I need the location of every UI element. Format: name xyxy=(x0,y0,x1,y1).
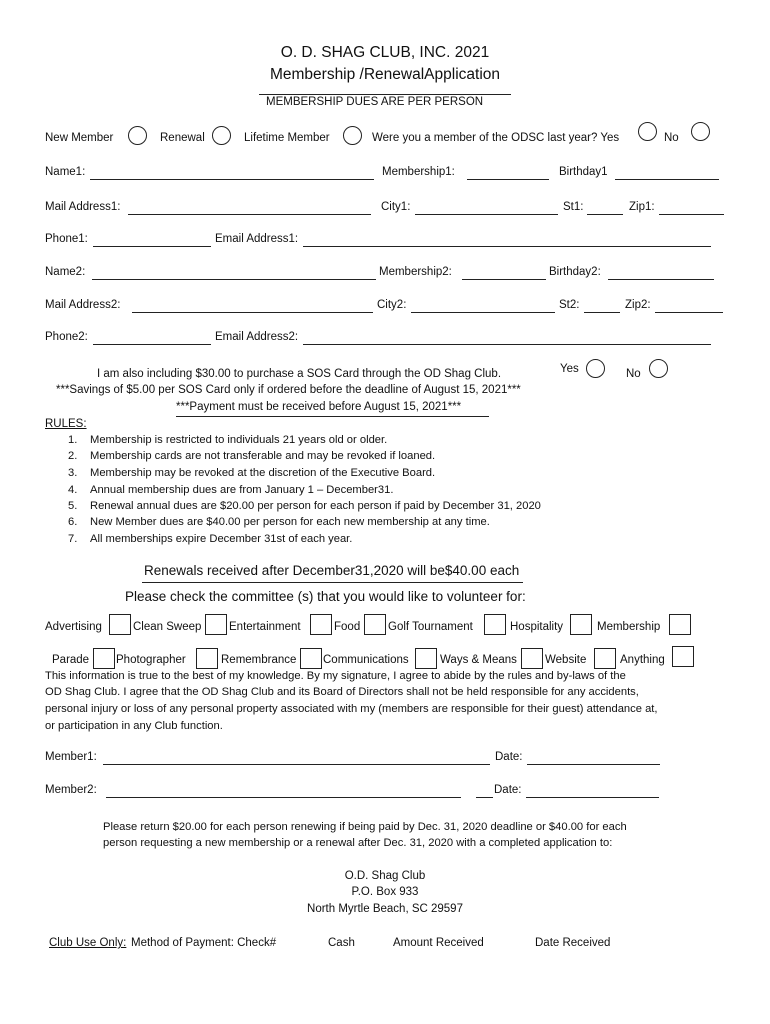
rule-item: 3. Membership may be revoked at the discretion of the Executive Board. xyxy=(68,467,436,479)
club-use-label: Club Use Only: xyxy=(49,937,127,949)
payment-method-label: Method of Payment: Check# xyxy=(131,937,277,949)
committee-label-remembrance: Remembrance xyxy=(221,654,297,666)
committee-checkbox-remembrance[interactable] xyxy=(300,648,322,669)
city2-label: City2: xyxy=(377,299,407,311)
address-line-3: North Myrtle Beach, SC 29597 xyxy=(307,903,463,915)
committee-checkbox-communications[interactable] xyxy=(415,648,437,669)
zip2-line[interactable] xyxy=(655,312,723,313)
title-underline xyxy=(259,94,511,95)
committee-checkbox-anything[interactable] xyxy=(672,646,694,667)
last-year-question: Were you a member of the ODSC last year? Yes xyxy=(372,132,620,144)
phone2-line[interactable] xyxy=(93,344,211,345)
mail-address2-label: Mail Address2: xyxy=(45,299,121,311)
sos-payment-deadline: ***Payment must be received before August 15, 2021*** xyxy=(176,401,462,413)
sos-savings-note: ***Savings of $5.00 per SOS Card only if ordered before the deadline of August 15, 2021*** xyxy=(56,384,521,396)
name1-label: Name1: xyxy=(45,166,86,178)
lifetime-member-radio[interactable] xyxy=(343,126,362,145)
rule-item: 5. Renewal annual dues are $20.00 per person for each person if paid by December 31, 2020 xyxy=(68,500,541,512)
birthday1-line[interactable] xyxy=(615,179,719,180)
phone1-label: Phone1: xyxy=(45,233,88,245)
member1-signature-label: Member1: xyxy=(45,751,97,763)
date1-label: Date: xyxy=(495,751,523,763)
sos-underline xyxy=(176,416,489,417)
member1-signature-line[interactable] xyxy=(103,764,490,765)
mail-address1-label: Mail Address1: xyxy=(45,201,121,213)
committee-label-communications: Communications xyxy=(323,654,409,666)
rules-heading: RULES: xyxy=(45,418,87,430)
form-subtitle: Membership /RenewalApplication xyxy=(269,66,501,83)
committee-label-advertising: Advertising xyxy=(45,621,102,633)
city2-line[interactable] xyxy=(411,312,555,313)
amount-received-label: Amount Received xyxy=(393,937,484,949)
phone2-label: Phone2: xyxy=(45,331,88,343)
date2-line[interactable] xyxy=(526,797,659,798)
membership1-label: Membership1: xyxy=(382,166,455,178)
return-note-line2: person requesting a new membership or a renewal after Dec. 31, 2020 with a completed application to: xyxy=(103,837,613,849)
birthday1-label: Birthday1 xyxy=(559,166,608,178)
rule-item: 1. Membership is restricted to individuals 21 years old or older. xyxy=(68,434,388,446)
sos-no-label: No xyxy=(626,368,641,380)
address-line-2: P.O. Box 933 xyxy=(351,886,419,898)
st2-label: St2: xyxy=(559,299,580,311)
committee-checkbox-advertising[interactable] xyxy=(109,614,131,635)
renewals-note: Renewals received after December31,2020 will be$40.00 each xyxy=(144,563,520,578)
zip2-label: Zip2: xyxy=(625,299,651,311)
sos-no-radio[interactable] xyxy=(649,359,668,378)
mail-address2-line[interactable] xyxy=(132,312,373,313)
committee-label-anything: Anything xyxy=(620,654,665,666)
rule-item: 4. Annual membership dues are from January 1 – December31. xyxy=(68,484,394,496)
birthday2-label: Birthday2: xyxy=(549,266,601,278)
date2-label: Date: xyxy=(494,784,522,796)
sos-yes-radio[interactable] xyxy=(586,359,605,378)
st1-label: St1: xyxy=(563,201,584,213)
renewals-underline xyxy=(142,582,523,583)
committee-label-website: Website xyxy=(545,654,587,666)
committee-checkbox-parade[interactable] xyxy=(93,648,115,669)
committee-checkbox-membership[interactable] xyxy=(669,614,691,635)
lifetime-member-label: Lifetime Member xyxy=(244,132,330,144)
name1-line[interactable] xyxy=(90,179,374,180)
date-received-label: Date Received xyxy=(535,937,611,949)
new-member-label: New Member xyxy=(45,132,114,144)
committee-label-membership: Membership xyxy=(597,621,661,633)
email2-line[interactable] xyxy=(303,344,711,345)
zip1-label: Zip1: xyxy=(629,201,655,213)
committee-checkbox-entertainment[interactable] xyxy=(310,614,332,635)
committee-checkbox-golf-tournament[interactable] xyxy=(484,614,506,635)
address-line-1: O.D. Shag Club xyxy=(344,870,426,882)
sos-yes-label: Yes xyxy=(560,363,579,375)
email2-label: Email Address2: xyxy=(215,331,299,343)
cash-label: Cash xyxy=(328,937,355,949)
committee-label-photographer: Photographer xyxy=(116,654,186,666)
mail-address1-line[interactable] xyxy=(128,214,371,215)
last-year-yes-radio[interactable] xyxy=(638,122,657,141)
membership1-line[interactable] xyxy=(467,179,549,180)
zip1-line[interactable] xyxy=(659,214,724,215)
return-note-line1: Please return $20.00 for each person renewing if being paid by Dec. 31, 2020 deadline or $40.00 for each xyxy=(103,821,627,833)
date2-lead-line xyxy=(476,797,493,798)
city1-label: City1: xyxy=(381,201,411,213)
member2-signature-line[interactable] xyxy=(106,797,461,798)
rule-item: 2. Membership cards are not transferable and may be revoked if loaned. xyxy=(68,450,436,462)
sos-card-text: I am also including $30.00 to purchase a SOS Card through the OD Shag Club. xyxy=(97,368,502,380)
committee-checkbox-photographer[interactable] xyxy=(196,648,218,669)
city1-line[interactable] xyxy=(415,214,558,215)
agreement-line: or participation in any Club function. xyxy=(45,720,223,732)
agreement-line: OD Shag Club. I agree that the OD Shag Club and its Board of Directors shall not be held responsible for any accidents, xyxy=(45,686,639,698)
dues-note: MEMBERSHIP DUES ARE PER PERSON xyxy=(266,96,484,108)
form-title: O. D. SHAG CLUB, INC. 2021 xyxy=(280,44,490,61)
committee-label-entertainment: Entertainment xyxy=(229,621,301,633)
st1-line[interactable] xyxy=(587,214,623,215)
committee-label-parade: Parade xyxy=(52,654,90,666)
name2-label: Name2: xyxy=(45,266,86,278)
committee-checkbox-food[interactable] xyxy=(364,614,386,635)
committee-label-golf-tournament: Golf Tournament xyxy=(388,621,473,633)
last-year-no-label: No xyxy=(664,132,679,144)
committee-checkbox-clean-sweep[interactable] xyxy=(205,614,227,635)
email1-label: Email Address1: xyxy=(215,233,299,245)
membership2-line[interactable] xyxy=(462,279,546,280)
last-year-no-radio[interactable] xyxy=(691,122,710,141)
phone1-line[interactable] xyxy=(93,246,211,247)
volunteer-prompt: Please check the committee (s) that you would like to volunteer for: xyxy=(125,589,526,604)
email1-line[interactable] xyxy=(303,246,711,247)
membership2-label: Membership2: xyxy=(379,266,452,278)
renewal-label: Renewal xyxy=(160,132,205,144)
agreement-line: personal injury or loss of any personal property associated with my (members are responsible for their guest) attendance at, xyxy=(45,703,658,715)
committee-label-clean-sweep: Clean Sweep xyxy=(133,621,202,633)
member2-signature-label: Member2: xyxy=(45,784,97,796)
rule-item: 6. New Member dues are $40.00 per person for each new membership at any time. xyxy=(68,516,490,528)
st2-line[interactable] xyxy=(584,312,620,313)
new-member-radio[interactable] xyxy=(128,126,147,145)
committee-checkbox-website[interactable] xyxy=(594,648,616,669)
rule-item: 7. All memberships expire December 31st of each year. xyxy=(68,533,353,545)
renewal-radio[interactable] xyxy=(212,126,231,145)
committee-label-food: Food xyxy=(334,621,361,633)
agreement-line: This information is true to the best of my knowledge. By my signature, I agree to abide by the rules and by-laws of the xyxy=(45,670,626,682)
birthday2-line[interactable] xyxy=(608,279,714,280)
committee-checkbox-ways-and-means[interactable] xyxy=(521,648,543,669)
committee-checkbox-hospitality[interactable] xyxy=(570,614,592,635)
name2-line[interactable] xyxy=(92,279,376,280)
committee-label-ways-and-means: Ways & Means xyxy=(440,654,517,666)
date1-line[interactable] xyxy=(527,764,660,765)
committee-label-hospitality: Hospitality xyxy=(510,621,564,633)
